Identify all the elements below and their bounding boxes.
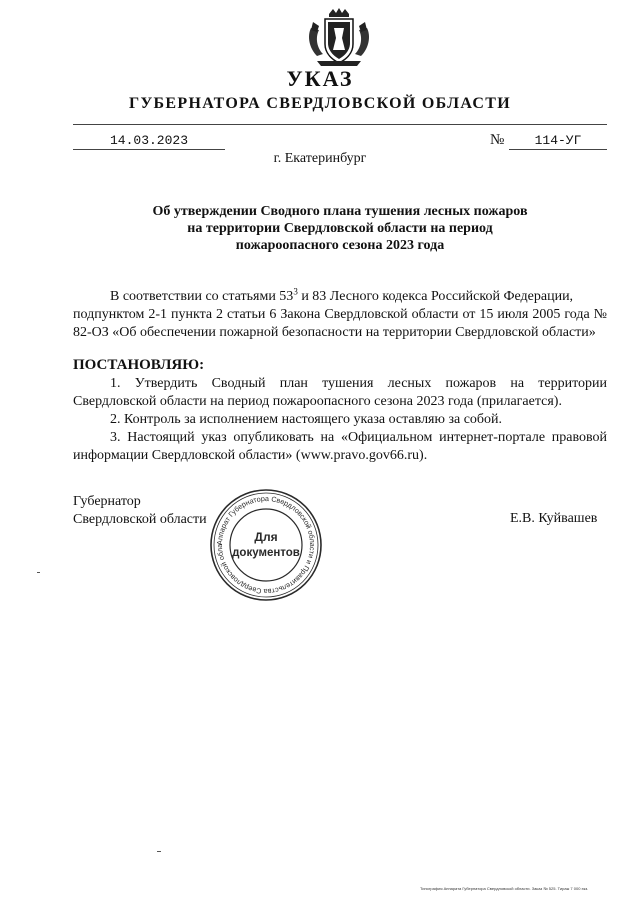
decree-item: 1. Утвердить Сводный план тушения лесных пожаров на территории Свердловской области на период пожароопасного сезона 2023 года (прилагается). [73, 376, 607, 409]
header-divider [73, 124, 607, 125]
preamble-text: и 83 Лесного кодекса Российской Федерации, [297, 289, 574, 304]
print-footer-note: Типография Аппарата Губернатора Свердловской области. Заказ № 525. Тираж 7 000 экз. [420, 886, 589, 891]
decree-heading: ПОСТАНОВЛЯЮ: [73, 357, 205, 373]
issue-city: г. Екатеринбург [273, 151, 367, 166]
coat-of-arms-icon [303, 8, 375, 68]
decree-item: 2. Контроль за исполнением настоящего указа оставляю за собой. [110, 412, 503, 427]
preamble-rest: подпунктом 2-1 пункта 2 статьи 6 Закона Свердловской области от 15 июля 2005 года № 82-ОЗ «Об обеспечении пожарной безопасности на территории Свердловской области» [73, 307, 607, 340]
signatory-name: Е.В. Куйвашев [510, 511, 598, 526]
article-superscript: 3 [293, 286, 298, 297]
decree-subject [100, 203, 580, 254]
scan-speck [37, 572, 40, 573]
subject-line: на территории Свердловской области на период [187, 221, 493, 236]
position-line: Губернатор [73, 494, 141, 509]
number-underline [509, 149, 607, 150]
scan-speck [157, 851, 161, 852]
signatory-position [73, 493, 207, 529]
number-label: № [490, 132, 505, 148]
decree-items [73, 375, 607, 465]
date-underline [73, 149, 225, 150]
preamble [73, 288, 607, 342]
document-type-title: УКАЗ [286, 66, 354, 91]
position-line: Свердловской области [73, 512, 207, 527]
subject-line: Об утверждении Сводного плана тушения лесных пожаров [152, 204, 528, 219]
official-stamp [208, 487, 324, 603]
subject-line: пожароопасного сезона 2023 года [235, 238, 445, 253]
preamble-first-line [73, 288, 607, 306]
stamp-center-line: документов [232, 547, 300, 559]
decree-number: 114-УГ [534, 133, 582, 148]
decree-item: 3. Настоящий указ опубликовать на «Официальном интернет-портале правовой информации Свердловской области» (www.pravo.gov66.ru). [73, 430, 607, 463]
preamble-text: В соответствии со статьями 53 [110, 289, 294, 304]
stamp-center-line: Для [254, 530, 278, 544]
stamp-ring-text: Аппарат Губернатора Свердловской области и Правительства Свердловской обла [214, 493, 318, 597]
decree-date: 14.03.2023 [109, 133, 188, 148]
issuing-authority: ГУБЕРНАТОРА СВЕРДЛОВСКОЙ ОБЛАСТИ [129, 95, 511, 112]
